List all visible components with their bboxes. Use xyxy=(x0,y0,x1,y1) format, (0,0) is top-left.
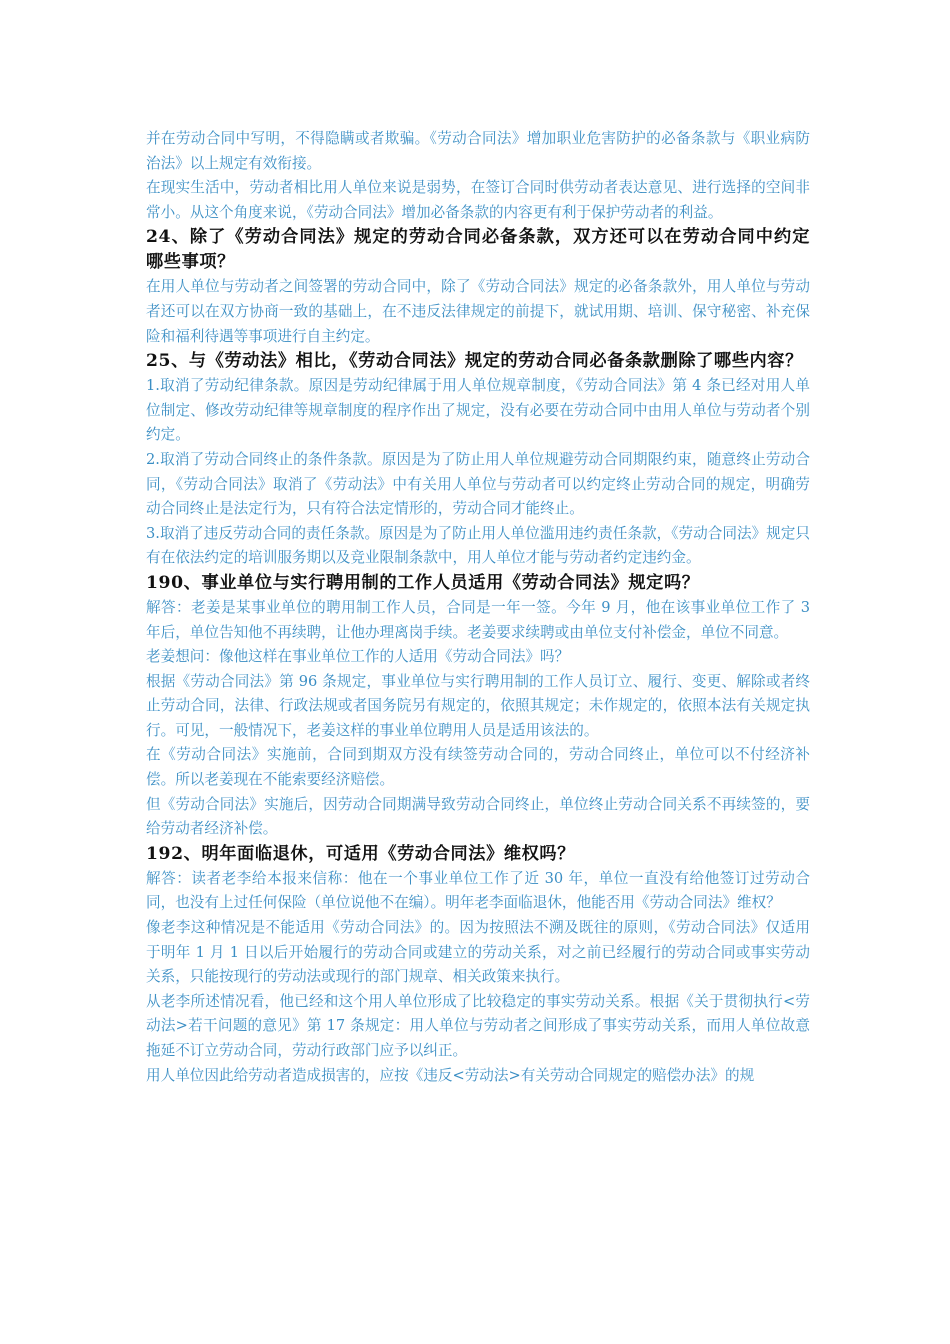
list-item: 3.取消了违反劳动合同的责任条款。原因是为了防止用人单位滥用违约责任条款，《劳动合同法》规定只有在依法约定的培训服务期以及竞业限制条款中，用人单位才能与劳动者约定违约金。 xyxy=(146,524,810,567)
question-heading: 190、事业单位与实行聘用制的工作人员适用《劳动合同法》规定吗？ xyxy=(146,572,700,593)
question-heading: 24、除了《劳动合同法》规定的劳动合同必备条款，双方还可以在劳动合同中约定哪些事项？ xyxy=(146,227,810,273)
paragraph: 在用人单位与劳动者之间签署的劳动合同中，除了《劳动合同法》规定的必备条款外，用人单位与劳动者还可以在双方协商一致的基础上，在不违反法律规定的前提下，就试用期、培训、保守秘密、补充保险和福利待遇等事项进行自主约定。 xyxy=(146,278,810,345)
paragraph: 根据《劳动合同法》第 96 条规定，事业单位与实行聘用制的工作人员订立、履行、变更、解除或者终止劳动合同，法律、行政法规或者国务院另有规定的，依照其规定；未作规定的，依照本法有关规定执行。可见，一般情况下，老姜这样的事业单位聘用人员是适用该法的。 xyxy=(146,672,810,739)
paragraph: 并在劳动合同中写明，不得隐瞒或者欺骗。《劳动合同法》增加职业危害防护的必备条款与《职业病防治法》以上规定有效衔接。 xyxy=(146,130,810,172)
list-item: 2.取消了劳动合同终止的条件条款。原因是为了防止用人单位规避劳动合同期限约束，随意终止劳动合同，《劳动合同法》取消了《劳动法》中有关用人单位与劳动者可以约定终止劳动合同的规定，明确劳动合同终止是法定行为，只有符合法定情形的，劳动合同才能终止。 xyxy=(146,450,810,518)
paragraph: 但《劳动合同法》实施后，因劳动合同期满导致劳动合同终止，单位终止劳动合同关系不再续签的，要给劳动者经济补偿。 xyxy=(146,795,810,838)
paragraph: 像老李这种情况是不能适用《劳动合同法》的。因为按照法不溯及既往的原则，《劳动合同法》仅适用于明年 1 月 1 日以后开始履行的劳动合同或建立的劳动关系，对之前已经履行的劳动合同或事实劳动关系，只能按现行的劳动法或现行的部门规章、相关政策来执行。 xyxy=(146,919,810,986)
question-heading: 192、明年面临退休，可适用《劳动合同法》维权吗？ xyxy=(146,843,576,864)
paragraph: 在《劳动合同法》实施前，合同到期双方没有续签劳动合同的，劳动合同终止，单位可以不付经济补偿。所以老姜现在不能索要经济赔偿。 xyxy=(146,746,810,789)
paragraph: 老姜想问：像他这样在事业单位工作的人适用《劳动合同法》吗？ xyxy=(146,648,570,666)
list-item: 1.取消了劳动纪律条款。原因是劳动纪律属于用人单位规章制度，《劳动合同法》第 4 条已经对用人单位制定、修改劳动纪律等规章制度的程序作出了规定，没有必要在劳动合同中由用人单位与劳动者个别约定。 xyxy=(146,377,810,444)
paragraph: 从老李所述情况看，他已经和这个用人单位形成了比较稳定的事实劳动关系。根据《关于贯彻执行<劳动法>若干问题的意见》第 17 条规定：用人单位与劳动者之间形成了事实劳动关系，而用人单位故意拖延不订立劳动合同，劳动行政部门应予以纠正。 xyxy=(146,992,810,1059)
paragraph: 解答：读者老李给本报来信称：他在一个事业单位工作了近 30 年，单位一直没有给他签订过劳动合同，也没有上过任何保险（单位说他不在编）。明年老李面临退休，他能否用《劳动合同法》维权？ xyxy=(146,869,810,912)
paragraph: 在现实生活中，劳动者相比用人单位来说是弱势，在签订合同时供劳动者表达意见、进行选择的空间非常小。从这个角度来说，《劳动合同法》增加必备条款的内容更有利于保护劳动者的利益。 xyxy=(146,179,810,221)
paragraph: 解答：老姜是某事业单位的聘用制工作人员，合同是一年一签。今年 9 月，他在该事业单位工作了 3 年后，单位告知他不再续聘，让他办理离岗手续。老姜要求续聘或由单位支付补偿金，单位不同意。 xyxy=(146,598,810,641)
paragraph: 用人单位因此给劳动者造成损害的，应按《违反<劳动法>有关劳动合同规定的赔偿办法》的规 xyxy=(146,1066,755,1084)
question-heading: 25、与《劳动法》相比，《劳动合同法》规定的劳动合同必备条款删除了哪些内容？ xyxy=(146,351,803,372)
